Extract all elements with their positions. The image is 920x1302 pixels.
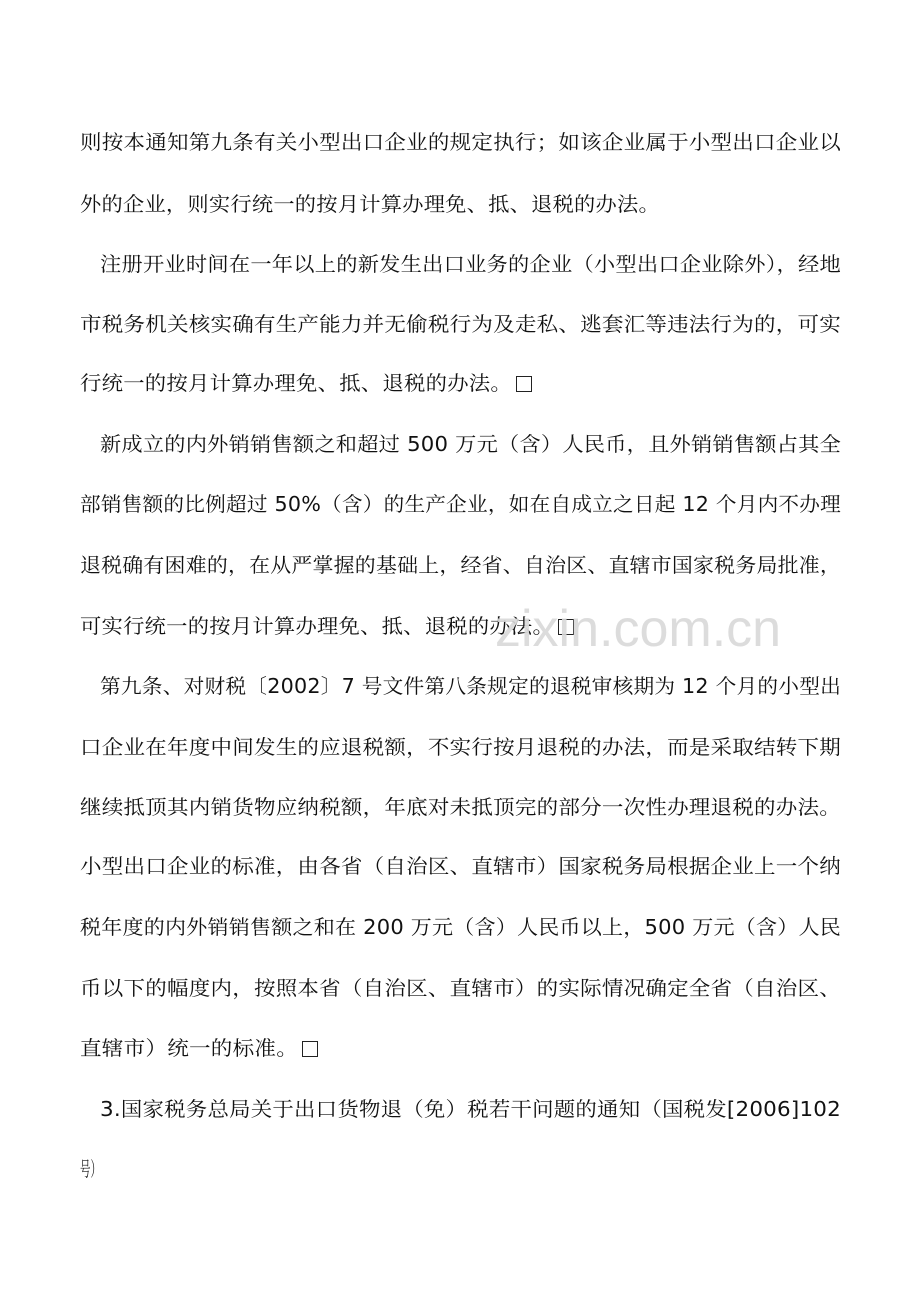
line-text: 部销售额的比例超过 50%（含）的生产企业，如在自成立之日起 12 个月内不办理: [80, 492, 842, 516]
text-line: [0, 958, 920, 1018]
line-text: 外的企业，则实行统一的按月计算办理免、抵、退税的办法。: [80, 192, 660, 216]
line-text: 可实行统一的按月计算办理免、抵、退税的办法。: [80, 614, 555, 638]
missing-glyph-box-icon: [558, 619, 574, 635]
text-line: [0, 717, 920, 777]
line-text: 行统一的按月计算办理免、抵、退税的办法。: [80, 371, 512, 395]
missing-glyph-box-icon: [516, 376, 532, 392]
text-line: [0, 897, 920, 957]
line-text: 税年度的内外销销售额之和在 200 万元（含）人民币以上，500 万元（含）人民: [80, 915, 841, 939]
text-line: [0, 656, 920, 716]
text-line: [0, 596, 920, 656]
line-text: 第九条、对财税〔2002〕7 号文件第八条规定的退税审核期为 12 个月的小型出: [100, 674, 842, 698]
text-line: [0, 474, 920, 534]
text-line: [0, 174, 920, 234]
watermark: zixin.com.cn: [495, 600, 782, 658]
text-line: [0, 777, 920, 837]
text-line: [0, 836, 920, 896]
line-text: 注册开业时间在一年以上的新发生出口业务的企业（小型出口企业除外），经地: [100, 252, 841, 276]
line-text: 号）: [80, 1157, 101, 1181]
text-line: [0, 1079, 920, 1139]
line-text: 则按本通知第九条有关小型出口企业的规定执行；如该企业属于小型出口企业以: [80, 130, 842, 154]
line-text: 小型出口企业的标准，由各省（自治区、直辖市）国家税务局根据企业上一个纳: [80, 854, 842, 878]
text-line: [0, 1018, 920, 1078]
text-line: [0, 535, 920, 595]
line-text: 退税确有困难的，在从严掌握的基础上，经省、自治区、直辖市国家税务局批准，: [80, 553, 842, 577]
text-line: [0, 234, 920, 294]
text-line: [0, 112, 920, 172]
line-text: 口企业在年度中间发生的应退税额，不实行按月退税的办法，而是采取结转下期: [80, 735, 842, 759]
text-line: [0, 1139, 920, 1199]
line-text: 币以下的幅度内，按照本省（自治区、直辖市）的实际情况确定全省（自治区、: [80, 976, 842, 1000]
line-text: 直辖市）统一的标准。: [80, 1036, 298, 1060]
line-text: 新成立的内外销销售额之和超过 500 万元（含）人民币，且外销销售额占其全: [100, 432, 842, 456]
missing-glyph-box-icon: [302, 1041, 318, 1057]
text-line: [0, 353, 920, 413]
line-text: 市税务机关核实确有生产能力并无偷税行为及走私、逃套汇等违法行为的，可实: [80, 312, 842, 336]
text-line: [0, 414, 920, 474]
text-line: [0, 294, 920, 354]
line-text: 继续抵顶其内销货物应纳税额，年底对未抵顶完的部分一次性办理退税的办法。: [80, 795, 842, 819]
line-text: 3.国家税务总局关于出口货物退（免）税若干问题的通知（国税发[2006]102: [100, 1097, 842, 1121]
